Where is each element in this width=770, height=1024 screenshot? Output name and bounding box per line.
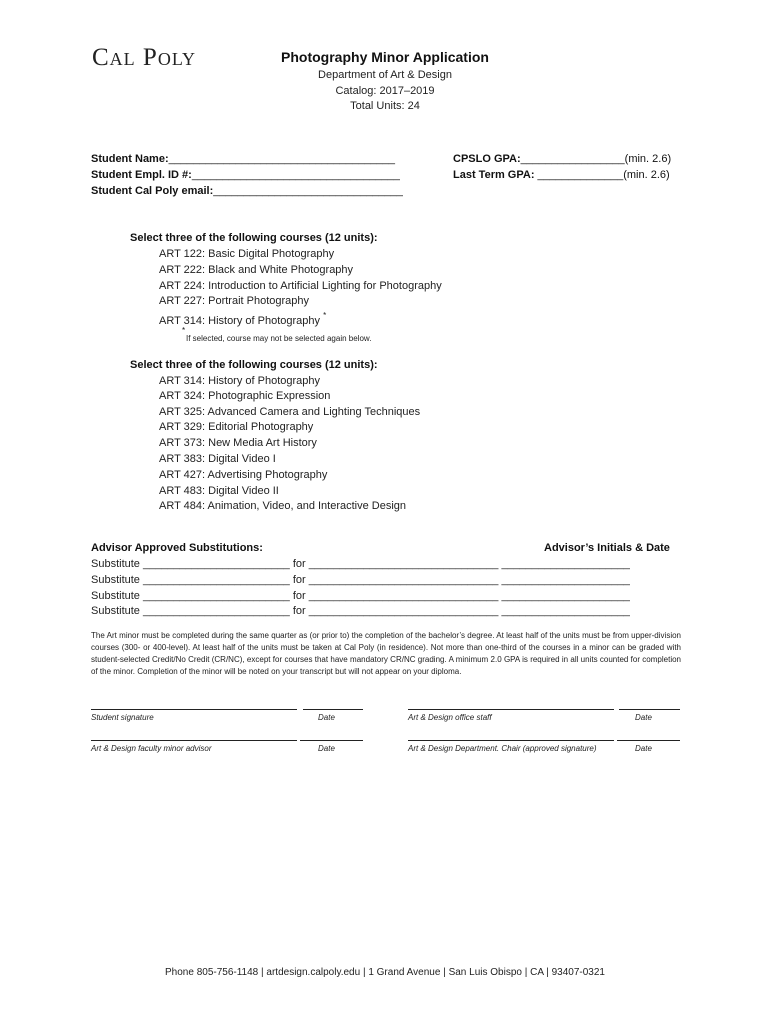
- section2-course: ART 427: Advertising Photography: [159, 469, 328, 481]
- cal-poly-logo: Cal Poly: [92, 44, 197, 71]
- office-staff-label: Art & Design office staff: [408, 713, 492, 722]
- section2-course: ART 314: History of Photography: [159, 375, 321, 387]
- student-name-label: Student Name:: [91, 153, 169, 165]
- office-staff-line[interactable]: [408, 709, 614, 710]
- cpslo-gpa-line[interactable]: _________________: [520, 153, 625, 165]
- page-title: Photography Minor Application: [281, 49, 489, 65]
- date3-label: Date: [318, 744, 335, 753]
- faculty-advisor-line[interactable]: [91, 740, 297, 741]
- section1-course: ART 227: Portrait Photography: [159, 295, 310, 307]
- student-name-line[interactable]: _____________________________________: [168, 153, 395, 165]
- note-asterisk: *: [182, 326, 186, 335]
- substitute-row[interactable]: Substitute ________________________ for _______________________________ _____________________: [91, 605, 630, 617]
- section2-heading: Select three of the following courses (12 units):: [130, 359, 378, 371]
- advisor-initials-heading: Advisor’s Initials & Date: [544, 542, 670, 554]
- date4-line[interactable]: [617, 740, 680, 741]
- section1-heading: Select three of the following courses (12 units):: [130, 232, 378, 244]
- student-name-field[interactable]: [91, 153, 395, 165]
- date2-line[interactable]: [619, 709, 680, 710]
- date1-label: Date: [318, 713, 335, 722]
- cpslo-gpa-label: CPSLO GPA:: [453, 153, 521, 165]
- faculty-advisor-label: Art & Design faculty minor advisor: [91, 744, 212, 753]
- substitutions-heading: Advisor Approved Substitutions:: [91, 542, 263, 554]
- dept-chair-line[interactable]: [408, 740, 614, 741]
- substitute-row[interactable]: Substitute ________________________ for _______________________________ _____________________: [91, 590, 630, 602]
- section1-course: ART 222: Black and White Photography: [159, 264, 354, 276]
- student-id-label: Student Empl. ID #:: [91, 169, 192, 181]
- cpslo-gpa-field[interactable]: [453, 153, 671, 165]
- student-id-field[interactable]: [91, 169, 400, 181]
- section1-note: If selected, course may not be selected again below.: [186, 334, 372, 343]
- substitute-row[interactable]: Substitute ________________________ for _______________________________ _____________________: [91, 558, 630, 570]
- student-email-label: Student Cal Poly email:: [91, 185, 214, 197]
- section2-course: ART 383: Digital Video I: [159, 453, 276, 465]
- last-term-gpa-label: Last Term GPA:: [453, 169, 535, 181]
- section1-course: [159, 311, 326, 327]
- student-email-line[interactable]: _______________________________: [213, 185, 403, 197]
- section1-course-art314: ART 314: History of Photography: [159, 315, 321, 327]
- section2-course: ART 325: Advanced Camera and Lighting Techniques: [159, 406, 421, 418]
- asterisk-marker: *: [323, 311, 327, 320]
- student-email-field[interactable]: [91, 185, 403, 197]
- section2-course: ART 329: Editorial Photography: [159, 421, 314, 433]
- date1-line[interactable]: [303, 709, 363, 710]
- section1-course: ART 122: Basic Digital Photography: [159, 248, 335, 260]
- total-units-text: Total Units: 24: [350, 100, 420, 112]
- student-signature-label: Student signature: [91, 713, 154, 722]
- footer-contact: Phone 805-756-1148 | artdesign.calpoly.edu | 1 Grand Avenue | San Luis Obispo | CA | 93407-0321: [165, 967, 605, 978]
- student-signature-line[interactable]: [91, 709, 297, 710]
- minor-requirements-paragraph: The Art minor must be completed during the same quarter as (or prior to) the completion of the bachelor’s degree. At least half of the units must be from upper-division courses (300- or 400-level). At least half of the units must be taken at Cal Poly (in residence). Not more than one-third of the courses in a minor can be graded with student-selected Credit/No Credit (CR/NC), except for courses that have mandatory CR/NC grading. A minimum 2.0 GPA is required in all units counted for completion of the minor. Completion of the minor will be noted on your transcript but will not appear on your diploma.: [91, 631, 681, 676]
- catalog-text: Catalog: 2017–2019: [335, 85, 435, 97]
- dept-chair-label: Art & Design Department. Chair (approved signature): [408, 744, 597, 753]
- substitute-row[interactable]: Substitute ________________________ for _______________________________ _____________________: [91, 574, 630, 586]
- section1-course: ART 224: Introduction to Artificial Lighting for Photography: [159, 280, 442, 292]
- last-term-gpa-line[interactable]: ______________: [534, 169, 624, 181]
- section2-course: ART 324: Photographic Expression: [159, 390, 331, 402]
- date2-label: Date: [635, 713, 652, 722]
- section2-course: ART 484: Animation, Video, and Interactive Design: [159, 500, 407, 512]
- section2-course: ART 483: Digital Video II: [159, 485, 279, 497]
- department-text: Department of Art & Design: [318, 69, 452, 81]
- date3-line[interactable]: [300, 740, 363, 741]
- last-term-gpa-min: (min. 2.6): [623, 169, 670, 181]
- cpslo-gpa-min: (min. 2.6): [624, 153, 672, 165]
- section2-course: ART 373: New Media Art History: [159, 437, 317, 449]
- date4-label: Date: [635, 744, 652, 753]
- student-id-line[interactable]: __________________________________: [191, 169, 400, 181]
- last-term-gpa-field[interactable]: [453, 169, 670, 181]
